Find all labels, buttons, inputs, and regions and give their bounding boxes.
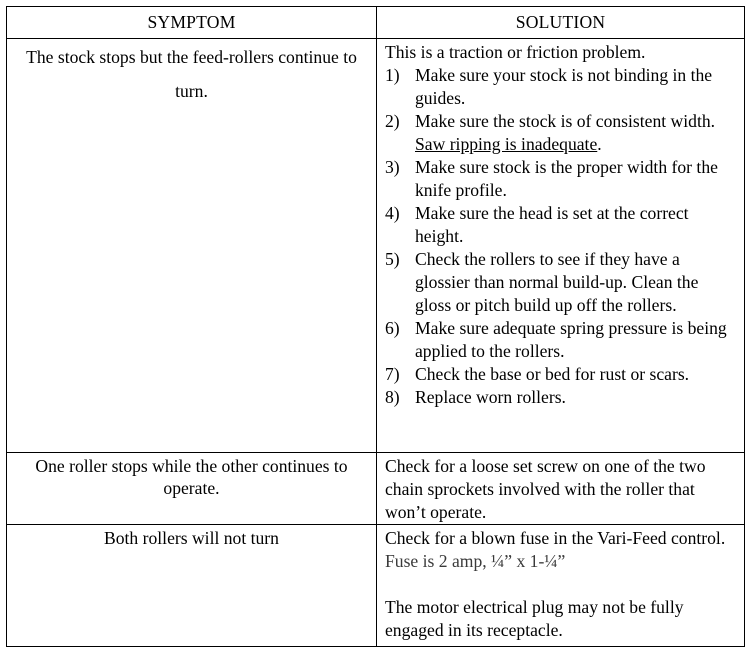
step-text: Make sure the head is set at the correct height. xyxy=(415,203,689,246)
step-number: 1) xyxy=(385,65,400,85)
solution-header: SOLUTION xyxy=(377,7,745,39)
fuse-spec: Fuse is 2 amp, ¼” x 1-¼” xyxy=(385,551,566,572)
table-row xyxy=(7,525,745,647)
step-item xyxy=(385,363,738,386)
solution-steps xyxy=(385,64,738,409)
solution-cell: Check for a loose set screw on one of the two chain sprockets involved with the roller that won’t operate. xyxy=(377,452,745,524)
step-item xyxy=(385,248,738,317)
step-text: Make sure the stock is of consistent width. xyxy=(415,111,716,131)
step-underlined-note: Saw ripping is inadequate xyxy=(415,134,598,154)
step-number: 2) xyxy=(385,111,400,131)
step-text: Make sure adequate spring pressure is being applied to the rollers. xyxy=(415,318,727,361)
step-number: 6) xyxy=(385,318,400,338)
step-number: 3) xyxy=(385,157,400,177)
solution-fuse-paragraph xyxy=(385,527,738,573)
solution-cell xyxy=(377,525,745,647)
step-item xyxy=(385,317,738,363)
step-item xyxy=(385,386,738,409)
solution-plug-paragraph: The motor electrical plug may not be fully engaged in its receptacle. xyxy=(385,597,684,641)
troubleshooting-table xyxy=(6,6,745,647)
symptom-cell: The stock stops but the feed-rollers continue to turn. xyxy=(7,39,377,453)
step-number: 7) xyxy=(385,364,400,384)
step-number: 5) xyxy=(385,249,400,269)
header-row xyxy=(7,7,745,39)
step-text: Make sure your stock is not binding in the guides. xyxy=(415,65,713,108)
symptom-header: SYMPTOM xyxy=(7,7,377,39)
step-text: Replace worn rollers. xyxy=(415,387,566,407)
table-row xyxy=(7,452,745,524)
step-number: 8) xyxy=(385,387,400,407)
solution-intro: This is a traction or friction problem. xyxy=(385,42,646,62)
solution-fuse-check: Check for a blown fuse in the Vari-Feed control. xyxy=(385,528,726,549)
symptom-cell: One roller stops while the other continues to operate. xyxy=(7,452,377,524)
step-note-suffix: . xyxy=(597,134,602,154)
solution-cell xyxy=(377,39,745,453)
table-row xyxy=(7,39,745,453)
troubleshooting-table-wrapper xyxy=(6,6,744,647)
step-item xyxy=(385,64,738,110)
step-item xyxy=(385,110,738,156)
step-text: Make sure stock is the proper width for the knife profile. xyxy=(415,157,718,200)
step-number: 4) xyxy=(385,203,400,223)
step-text: Check the rollers to see if they have a glossier than normal build-up. Clean the gloss or pitch build up off the rollers. xyxy=(415,249,699,315)
paragraph-gap xyxy=(385,573,738,596)
step-item xyxy=(385,202,738,248)
step-text: Check the base or bed for rust or scars. xyxy=(415,364,690,384)
symptom-cell: Both rollers will not turn xyxy=(7,525,377,647)
step-item xyxy=(385,156,738,202)
